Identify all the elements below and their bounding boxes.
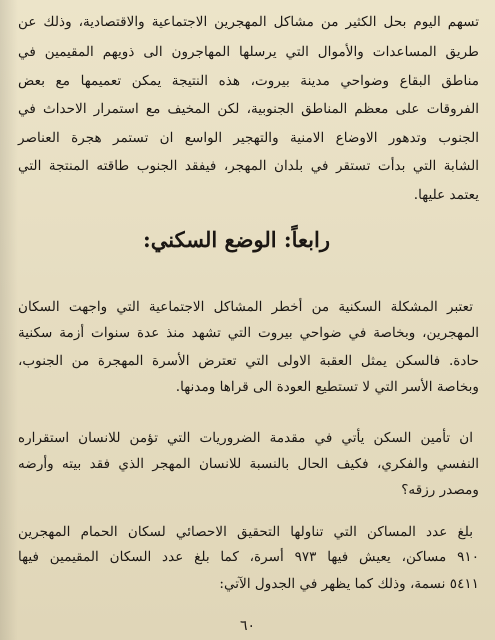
paragraph-4-line-1: بلغ عدد المساكن التي تناولها التحقيق الاحصائي لسكان الحمام المهجرين: [18, 524, 473, 540]
page-number: ٦٠: [239, 618, 256, 634]
paragraph-1-line-2: طريق المساعدات والأموال التي يرسلها المهاجرون الى ذويهم المقيمين في: [18, 44, 479, 60]
paragraph-1-line-1: تسهم اليوم بحل الكثير من مشاكل المهجرين الاجتماعية والاقتصادية، وذلك عن: [18, 14, 479, 30]
paragraph-1-line-7: يعتمد عليها.: [413, 187, 479, 203]
paragraph-1-line-3: مناطق البقاع وضواحي مدينة بيروت، هذه النتيجة يمكن تعميمها مع بعض: [18, 73, 479, 89]
paragraph-1-line-4: الفروقات على معظم المناطق الجنوبية، لكن المخيف مع استمرار الاحداث في: [18, 101, 479, 117]
paragraph-4-line-2: ٩١٠ مساكن، يعيش فيها ٩٧٣ أسرة، كما بلغ عدد السكان المقيمين فيها: [18, 549, 479, 565]
paragraph-2-line-3: حادة. فالسكن يمثل العقبة الاولى التي تعترض الأسرة المهجرة من الجنوب،: [18, 353, 479, 369]
section-heading: رابعاً: الوضع السكني:: [143, 227, 330, 252]
paragraph-3-line-3: ومصدر رزقه؟: [401, 482, 479, 498]
paragraph-1-line-5: الجنوب وتدهور الاوضاع الامنية والتهجير الواسع ان تستمر هجرة العناصر: [18, 130, 479, 146]
paragraph-2-line-4: وبخاصة الأسر التي لا تستطيع العودة الى قراها ومدنها.: [175, 379, 479, 395]
paragraph-2-line-2: المهجرين، وبخاصة في ضواحي بيروت التي تشهد منذ عدة سنوات أزمة سكنية: [18, 325, 479, 341]
paragraph-2-line-1: تعتبر المشكلة السكنية من أخطر المشاكل الاجتماعية التي واجهت السكان: [18, 299, 473, 315]
paragraph-1-line-6: الشابة التي بدأت تستقر في بلدان المهجر، فيفقد الجنوب طاقته المنتجة التي: [18, 158, 479, 174]
paragraph-3-line-2: النفسي والفكري، فكيف الحال بالنسبة للانسان المهجر الذي فقد بيته وأرضه: [18, 456, 479, 472]
paragraph-3-line-1: ان تأمين السكن يأتي في مقدمة الضروريات التي تؤمن للانسان استقراره: [18, 430, 473, 446]
paragraph-4-line-3: ٥٤١١ نسمة، وذلك كما يظهر في الجدول الآتي:: [219, 576, 479, 592]
